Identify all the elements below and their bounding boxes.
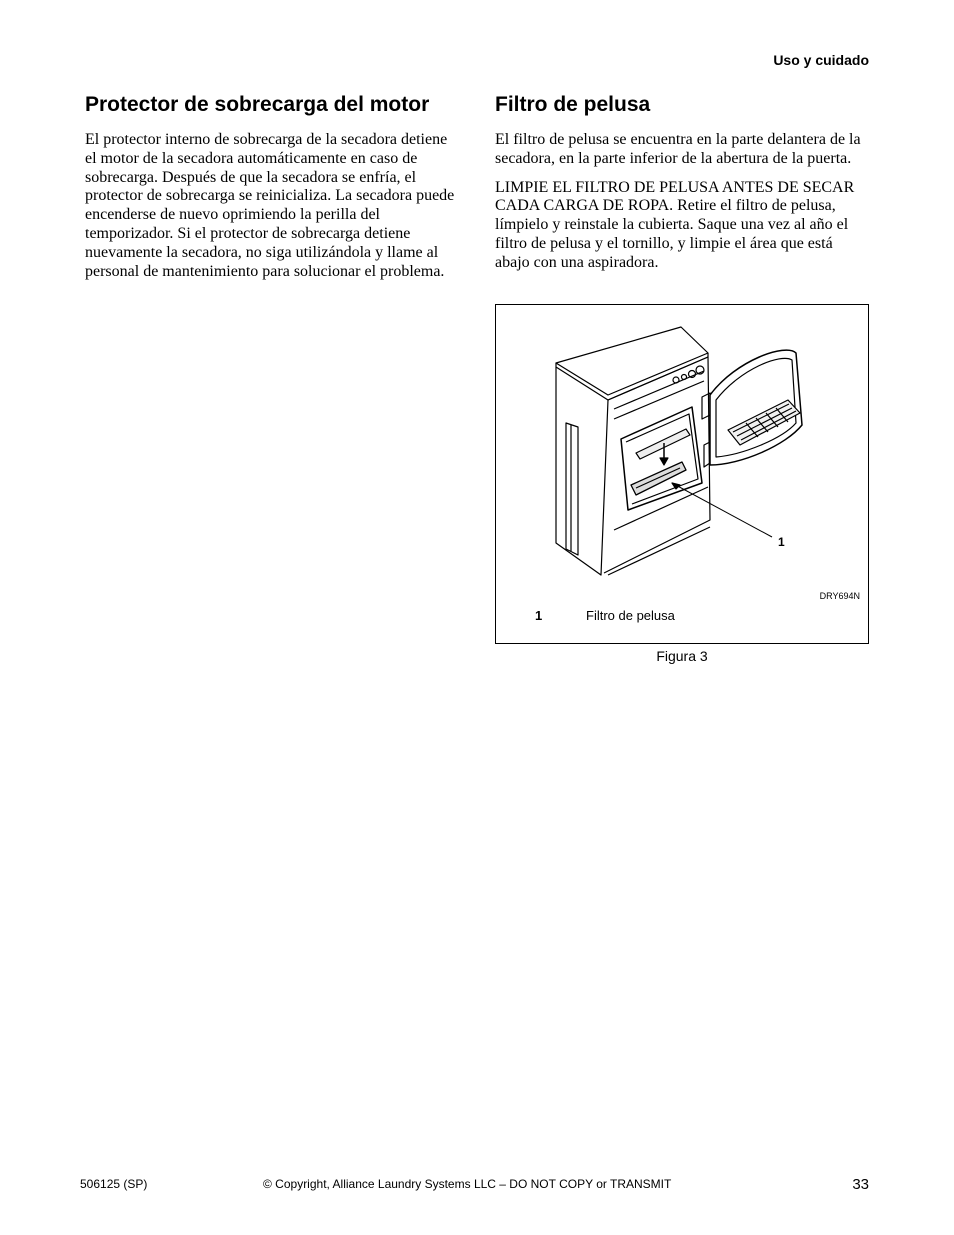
figure-caption: Figura 3 xyxy=(656,648,708,664)
right-column xyxy=(495,92,870,283)
figure-3-box xyxy=(495,304,869,644)
footer-doc-number: 506125 (SP) xyxy=(80,1177,148,1191)
callout-number: 1 xyxy=(778,535,785,549)
footer-copyright: © Copyright, Alliance Laundry Systems LLC – DO NOT COPY or TRANSMIT xyxy=(263,1177,672,1191)
dryer-illustration xyxy=(496,305,868,643)
lint-filter-paragraph-1: El filtro de pelusa se encuentra en la parte delantera de la secadora, en la parte inferior de la abertura de la puerta. xyxy=(495,131,861,167)
heading-motor-overload: Protector de sobrecarga del motor xyxy=(85,93,430,116)
left-column xyxy=(85,92,460,291)
page-number: 33 xyxy=(852,1176,869,1193)
motor-overload-paragraph: El protector interno de sobrecarga de la secadora detiene el motor de la secadora automáticamente en caso de sobrecarga. Después de que la secadora se enfría, el protector de sobrecarga se reinicializa. La secadora puede encenderse de nuevo oprimiendo la perilla del temporizador. Si el protector de sobrecarga detiene nuevamente la secadora, no siga utilizándola y llame al personal de mantenimiento para solucionar el problema. xyxy=(85,131,455,280)
legend-number: 1 xyxy=(535,608,543,623)
heading-lint-filter: Filtro de pelusa xyxy=(495,93,651,116)
lint-filter-paragraph-2: LIMPIE EL FILTRO DE PELUSA ANTES DE SECAR CADA CARGA DE ROPA. Retire el filtro de pelusa, límpielo y reinstale la cubierta. Saque una vez al año el filtro de pelusa y el tornillo, y limpie el área que está abajo con una aspiradora. xyxy=(495,178,855,271)
legend-text: Filtro de pelusa xyxy=(586,608,675,623)
section-header: Uso y cuidado xyxy=(773,52,869,68)
figure-code: DRY694N xyxy=(819,591,860,601)
